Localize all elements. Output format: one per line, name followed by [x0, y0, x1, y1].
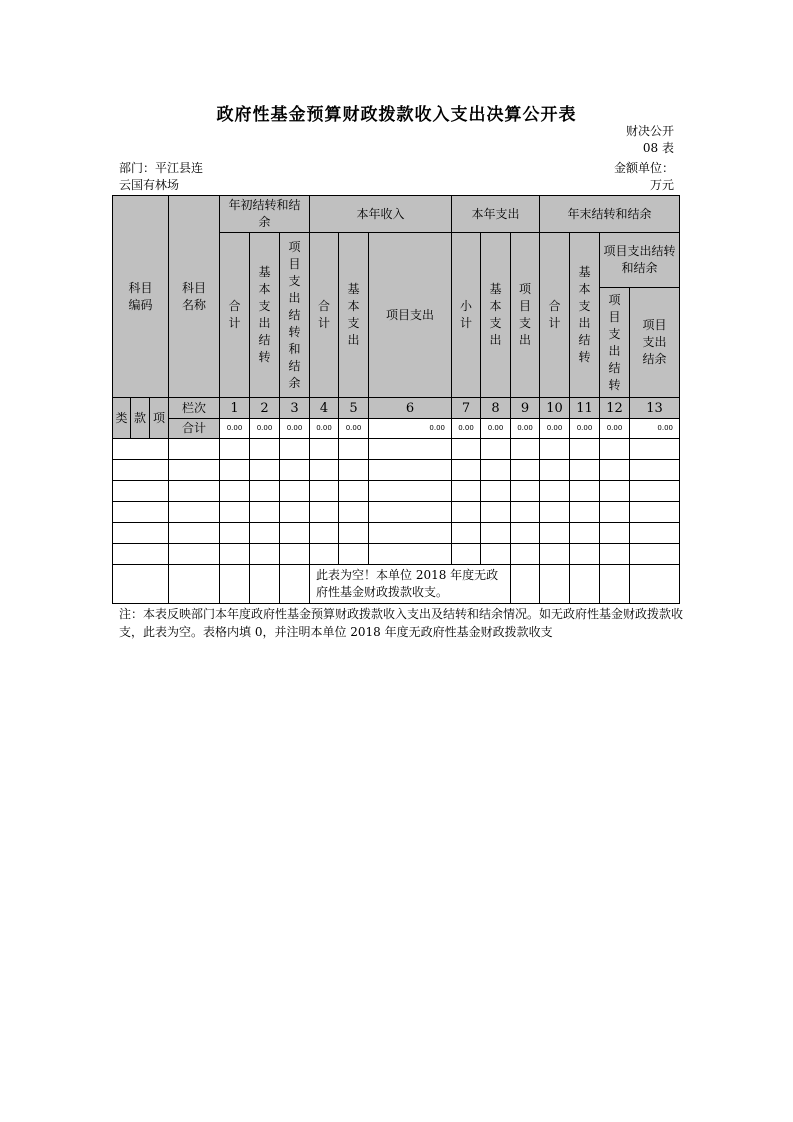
income-project-header: 项目支出 [369, 233, 452, 398]
income-total-header: 合计 [310, 233, 339, 398]
department-line2: 云国有林场 [119, 178, 180, 192]
unit-label [560, 160, 674, 194]
unit-line2: 万元 [649, 178, 674, 192]
total-value-7: 0.00 [452, 419, 481, 439]
expense-basic-header: 基本支出 [481, 233, 511, 398]
end-balance-header: 年末结转和结余 [540, 196, 680, 233]
total-value-10: 0.00 [540, 419, 570, 439]
col-num-12: 12 [600, 398, 630, 419]
end-basic-header: 基本支出结转 [570, 233, 600, 398]
total-value-5: 0.00 [339, 419, 369, 439]
col-num-11: 11 [570, 398, 600, 419]
begin-basic-header: 基本支出结转 [250, 233, 280, 398]
end-project-balance-header: 项目支出结余 [630, 288, 680, 398]
footnote: 注：本表反映部门本年度政府性基金预算财政拨款收入支出及结转和结余情况。如无政府性基金财政拨款收支，此表为空。表格内填 0，并注明本单位 2018 年度无政府性基金财政拨款收支 [119, 607, 684, 639]
begin-balance-header: 年初结转和结余 [220, 196, 310, 233]
total-value-6: 0.00 [369, 419, 452, 439]
end-total-header: 合计 [540, 233, 570, 398]
col-num-2: 2 [250, 398, 280, 419]
lei-label: 类 [113, 398, 131, 439]
expense-project-header: 项目支出 [511, 233, 540, 398]
end-project-group-header: 项目支出结转和结余 [600, 233, 680, 288]
subject-code-header: 科目编码 [113, 196, 169, 398]
total-row-label: 合计 [169, 419, 220, 439]
col-num-8: 8 [481, 398, 511, 419]
table-row [113, 502, 680, 523]
total-value-11: 0.00 [570, 419, 600, 439]
department-line1: 部门：平江县连 [119, 161, 204, 175]
col-num-6: 6 [369, 398, 452, 419]
table-row [113, 460, 680, 481]
total-value-2: 0.00 [250, 419, 280, 439]
col-num-3: 3 [280, 398, 310, 419]
income-header: 本年收入 [310, 196, 452, 233]
total-value-13: 0.00 [630, 419, 680, 439]
col-num-9: 9 [511, 398, 540, 419]
total-value-3: 0.00 [280, 419, 310, 439]
col-num-10: 10 [540, 398, 570, 419]
form-code-line2: 08 表 [642, 141, 674, 155]
subject-name-header: 科目名称 [169, 196, 220, 398]
department-label [119, 160, 203, 194]
total-value-4: 0.00 [310, 419, 339, 439]
unit-line1: 金额单位： [613, 161, 674, 175]
income-basic-header: 基本支出 [339, 233, 369, 398]
col-num-13: 13 [630, 398, 680, 419]
form-code [560, 123, 674, 157]
col-num-5: 5 [339, 398, 369, 419]
column-index-label: 栏次 [169, 398, 220, 419]
form-code-line1: 财决公开 [625, 124, 674, 138]
begin-project-header: 项目支出结转和结余 [280, 233, 310, 398]
end-project-carry-header: 项目支出结转 [600, 288, 630, 398]
col-num-1: 1 [220, 398, 250, 419]
empty-table-message: 此表为空！本单位 2018 年度无政府性基金财政拨款收支。 [310, 565, 511, 604]
total-value-8: 0.00 [481, 419, 511, 439]
table-row [113, 523, 680, 544]
fund-table [112, 195, 680, 604]
total-value-1: 0.00 [220, 419, 250, 439]
total-value-12: 0.00 [600, 419, 630, 439]
total-value-9: 0.00 [511, 419, 540, 439]
table-row [113, 481, 680, 502]
expense-subtotal-header: 小计 [452, 233, 481, 398]
page-title: 政府性基金预算财政拨款收入支出决算公开表 [216, 105, 577, 125]
col-num-4: 4 [310, 398, 339, 419]
table-row [113, 565, 680, 604]
expense-header: 本年支出 [452, 196, 540, 233]
col-num-7: 7 [452, 398, 481, 419]
begin-total-header: 合计 [220, 233, 250, 398]
kuan-label: 款 [131, 398, 150, 439]
xiang-label: 项 [150, 398, 169, 439]
table-row [113, 544, 680, 565]
table-row [113, 439, 680, 460]
